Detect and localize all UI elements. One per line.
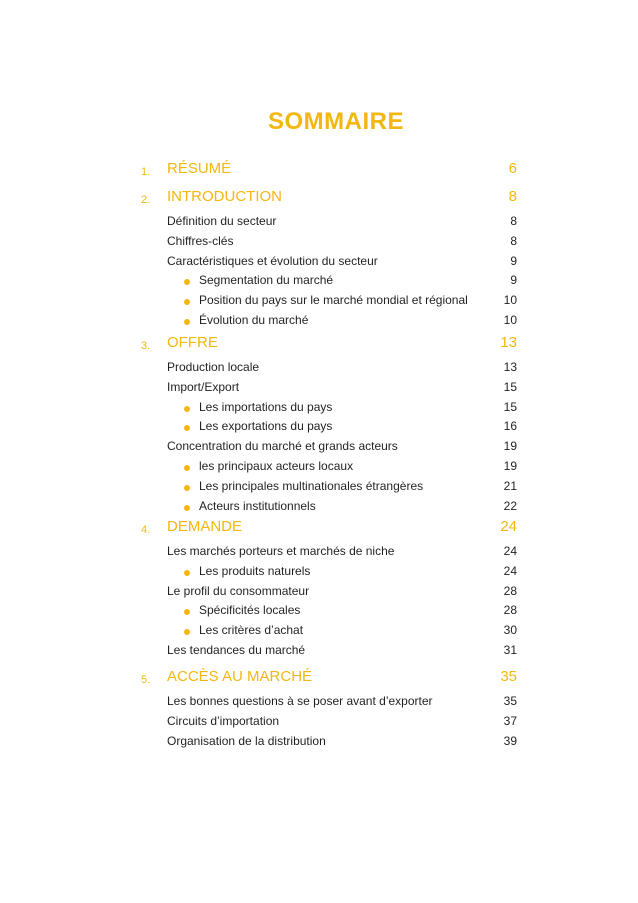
subitem-title[interactable]: Les exportations du pays — [199, 419, 333, 434]
toc-item-row[interactable] — [0, 692, 638, 712]
item-page-number: 9 — [510, 273, 517, 288]
section-title[interactable]: INTRODUCTION — [167, 188, 282, 205]
item-title[interactable]: Organisation de la distribution — [167, 733, 326, 748]
item-page-number: 35 — [503, 694, 517, 708]
subitem-title[interactable]: Segmentation du marché — [199, 273, 334, 288]
section-title[interactable]: RÉSUMÉ — [167, 160, 232, 177]
section-page-number: 8 — [508, 188, 517, 205]
bullet-icon — [184, 570, 190, 576]
item-page-number: 37 — [503, 713, 517, 728]
toc-subitem-row[interactable] — [0, 601, 638, 621]
bullet-icon — [184, 629, 190, 635]
toc-subitem-row[interactable] — [0, 621, 638, 641]
toc-section-row[interactable] — [0, 160, 638, 180]
item-title[interactable]: Production locale — [167, 360, 260, 374]
item-page-number: 19 — [503, 439, 517, 454]
subitem-title[interactable]: Spécificités locales — [199, 603, 301, 618]
item-title[interactable]: Les marchés porteurs et marchés de niche — [167, 544, 395, 558]
toc-subitem-row[interactable] — [0, 457, 638, 477]
item-page-number: 19 — [503, 459, 517, 473]
bullet-icon — [184, 505, 190, 511]
item-title[interactable]: Circuits d’importation — [167, 713, 280, 728]
toc-section-row[interactable] — [0, 334, 638, 354]
item-page-number: 13 — [503, 360, 517, 374]
toc-item-row[interactable] — [0, 358, 638, 378]
item-page-number: 31 — [503, 643, 517, 657]
item-title[interactable]: Caractéristiques et évolution du secteur — [167, 253, 378, 268]
toc-subitem-row[interactable] — [0, 477, 638, 497]
item-page-number: 9 — [510, 253, 517, 268]
item-title[interactable]: Le profil du consommateur — [167, 583, 310, 598]
section-number: 5. — [141, 674, 151, 686]
bullet-icon — [184, 406, 190, 412]
item-page-number: 15 — [503, 379, 517, 394]
toc-subitem-row[interactable] — [0, 562, 638, 582]
section-page-number: 35 — [500, 668, 517, 685]
item-title[interactable]: Les tendances du marché — [167, 643, 306, 657]
item-page-number: 15 — [503, 399, 517, 414]
section-page-number: 24 — [500, 518, 517, 535]
toc-section-row[interactable] — [0, 188, 638, 208]
bullet-icon — [184, 319, 190, 325]
item-page-number: 16 — [503, 419, 517, 434]
subitem-title[interactable]: Position du pays sur le marché mondial et régional — [199, 293, 468, 308]
subitem-title[interactable]: Évolution du marché — [199, 313, 309, 327]
section-page-number: 13 — [500, 334, 517, 351]
item-page-number: 8 — [510, 214, 517, 228]
item-page-number: 10 — [503, 313, 517, 327]
section-number: 4. — [141, 524, 151, 536]
item-title[interactable]: Les bonnes questions à se poser avant d’exporter — [167, 694, 433, 708]
item-page-number: 30 — [503, 623, 517, 638]
toc-section-row[interactable] — [0, 668, 638, 688]
section-title[interactable]: OFFRE — [167, 334, 218, 351]
toc-item-row[interactable] — [0, 378, 638, 398]
toc-item-row[interactable] — [0, 212, 638, 232]
subitem-title[interactable]: Les principales multinationales étrangères — [199, 478, 424, 493]
toc-subitem-row[interactable] — [0, 311, 638, 331]
item-page-number: 28 — [503, 583, 517, 598]
bullet-icon — [184, 465, 190, 471]
bullet-icon — [184, 299, 190, 305]
toc-item-row[interactable] — [0, 712, 638, 732]
item-page-number: 28 — [503, 603, 517, 618]
item-page-number: 39 — [503, 733, 517, 748]
bullet-icon — [184, 279, 190, 285]
toc-subitem-row[interactable] — [0, 398, 638, 418]
item-page-number: 24 — [503, 544, 517, 558]
item-title[interactable]: Concentration du marché et grands acteurs — [167, 439, 398, 454]
section-title[interactable]: ACCÈS AU MARCHÉ — [167, 668, 313, 685]
section-page-number: 6 — [508, 160, 517, 177]
toc-item-row[interactable] — [0, 732, 638, 752]
subitem-title[interactable]: Les produits naturels — [199, 563, 311, 578]
bullet-icon — [184, 425, 190, 431]
bullet-icon — [184, 485, 190, 491]
toc-subitem-row[interactable] — [0, 271, 638, 291]
toc-item-row[interactable] — [0, 232, 638, 252]
item-title[interactable]: Import/Export — [167, 379, 240, 394]
subitem-title[interactable]: Les critères d’achat — [199, 623, 304, 638]
section-number: 1. — [141, 166, 151, 178]
toc-subitem-row[interactable] — [0, 417, 638, 437]
toc-item-row[interactable] — [0, 641, 638, 661]
toc-subitem-row[interactable] — [0, 291, 638, 311]
toc-item-row[interactable] — [0, 252, 638, 272]
item-title[interactable]: Définition du secteur — [167, 214, 277, 228]
section-number: 2. — [141, 194, 151, 206]
toc-subitem-row[interactable] — [0, 497, 638, 517]
toc-section-row[interactable] — [0, 518, 638, 538]
item-title[interactable]: Chiffres-clés — [167, 233, 234, 248]
section-title[interactable]: DEMANDE — [167, 518, 243, 535]
page-title: SOMMAIRE — [268, 108, 404, 135]
item-page-number: 10 — [503, 293, 517, 308]
toc-item-row[interactable] — [0, 542, 638, 562]
section-number: 3. — [141, 340, 151, 352]
item-page-number: 8 — [510, 233, 517, 248]
subitem-title[interactable]: les principaux acteurs locaux — [199, 459, 354, 473]
bullet-icon — [184, 609, 190, 615]
item-page-number: 24 — [503, 563, 517, 578]
subitem-title[interactable]: Acteurs institutionnels — [199, 498, 316, 513]
toc-item-row[interactable] — [0, 582, 638, 602]
item-page-number: 22 — [503, 498, 517, 513]
item-page-number: 21 — [503, 478, 517, 493]
subitem-title[interactable]: Les importations du pays — [199, 399, 333, 414]
toc-item-row[interactable] — [0, 437, 638, 457]
